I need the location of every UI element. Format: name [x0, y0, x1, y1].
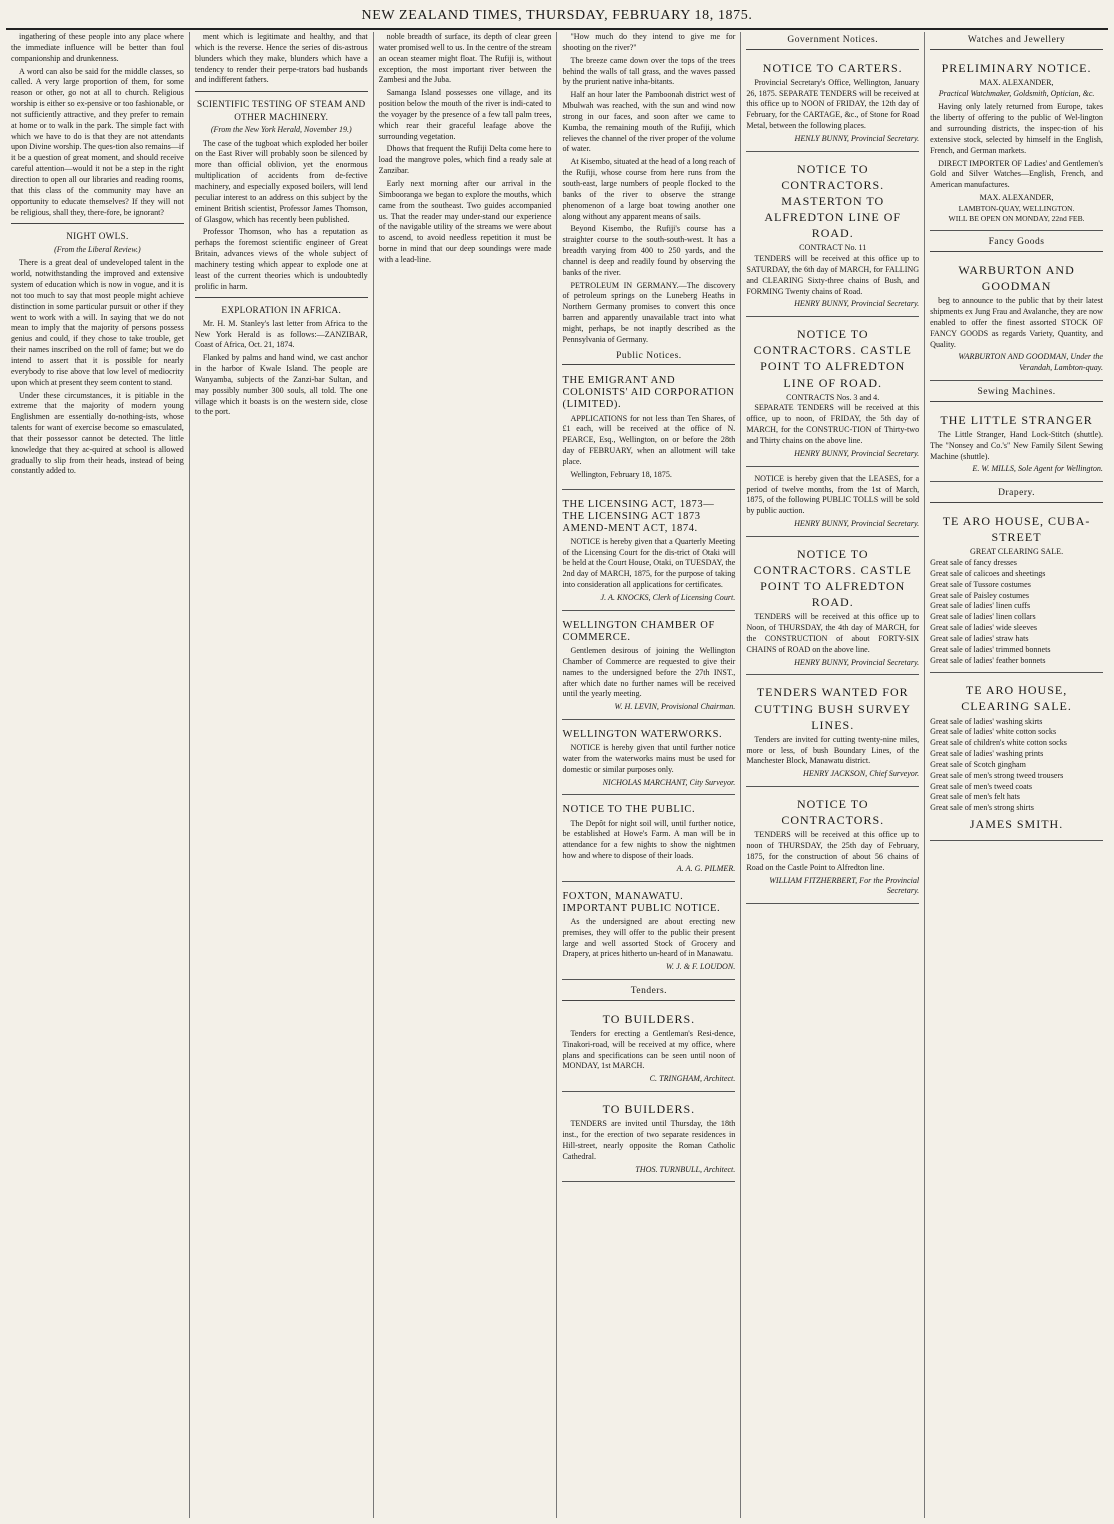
article-paragraph: ingathering of these people into any place where the immediate influence will be better than foul companionship and drunkenness.	[11, 32, 184, 63]
ad-signature: HENRY BUNNY, Provincial Secretary.	[794, 657, 920, 667]
list-item: Great sale of children's white cotton socks	[930, 738, 1067, 748]
article-paragraph: The breeze came down over the tops of the trees behind the walls of tall grass, and the waves passed by the prurient native inha-bitants.	[562, 55, 736, 87]
ad-body: TENDERS will be received at this office up to SATURDAY, the 6th day of MARCH, for FALLING and CLEARING Sixty-three chains of Bush, and FORMING Twenty chains of Road.	[746, 254, 920, 296]
list-item: Great sale of men's felt hats	[930, 792, 1020, 802]
ad-signature: WILLIAM FITZHERBERT, For the Provincial Secretary.	[769, 875, 920, 896]
list-item: Great sale of ladies' feather bonnets	[930, 655, 1046, 665]
list-item: Great sale of Paisley costumes	[930, 590, 1030, 600]
ad-body: NOTICE is hereby given that until further notice water from the waterworks mains must be used for domestic or similar purposes only.	[562, 743, 736, 774]
ad-body: TENDERS will be received at this office up to noon of THURSDAY, the 25th day of February, 1875, for the construction of about 56 chains of Road on the Castle Point to Alfredton line.	[746, 830, 920, 872]
ad-title: TE ARO HOUSE, CUBA-STREET	[942, 513, 1091, 545]
list-item: Great sale of calicoes and sheetings	[930, 568, 1046, 578]
ad-signature: W. J. & F. LOUDON.	[666, 962, 736, 972]
ad-title: NOTICE TO CARTERS.	[762, 60, 903, 75]
advertisement	[930, 54, 1103, 232]
list-item: Great sale of ladies' linen collars	[930, 612, 1036, 622]
article-paragraph: Dhows that frequent the Rufiji Delta come here to load the mangrove poles, which find a ready sale at Zanzibar.	[378, 144, 552, 176]
ad-subtitle: CONTRACTS Nos. 3 and 4.	[786, 392, 880, 402]
ad-title: FOXTON, MANAWATU. IMPORTANT PUBLIC NOTICE.	[562, 890, 721, 914]
article-paragraph: "How much do they intend to give me for shooting on the river?"	[562, 32, 736, 52]
section-header-tenders: Tenders.	[562, 983, 735, 1001]
ad-title: THE EMIGRANT AND COLONISTS' AID CORPORATION (LIMITED).	[562, 375, 735, 411]
advertisement	[562, 369, 735, 489]
article-paragraph: noble breadth of surface, its depth of clear green water promised well to us. In the centre of the stream an ocean steamer might float. The Rufiji is, without exception, the most important river between the Zambesi and the Juba.	[378, 32, 552, 85]
list-item: Great sale of ladies' washing prints	[930, 749, 1044, 759]
ad-body: The Little Stranger, Hand Lock-Stitch (shuttle). The "Nonsey and Co.'s" New Family Silent Sewing Machine (shuttle).	[930, 429, 1103, 461]
ad-signature: WARBURTON AND GOODMAN, Under the Verandah, Lambton-quay.	[958, 352, 1103, 373]
ad-signature: C. TRINGHAM, Architect.	[649, 1074, 736, 1084]
ad-title: TENDERS WANTED FOR CUTTING BUSH SURVEY LINES.	[754, 685, 912, 732]
list-item: Great sale of ladies' trimmed bonnets	[930, 644, 1051, 654]
ad-signature: W. H. LEVIN, Provisional Chairman.	[614, 702, 736, 712]
ad-body: The Depôt for night soil will, until further notice, be established at Howe's Farm. A man will be in attendance for a few nights to show the nightmen how and where to dispose of their loads.	[562, 818, 736, 861]
ad-body: NOTICE is hereby given that a Quarterly Meeting of the Licensing Court for the dis-trict of Otaki will be held at the Court House, Otaki, on TUESDAY, the 2nd day of MARCH, 1875, for the purpose of taking into consideration all applications for certificates.	[562, 536, 736, 590]
ad-title: NOTICE TO CONTRACTORS. CASTLE POINT TO ALFREDTON LINE OF ROAD.	[753, 327, 912, 390]
ad-signature: HENRY BUNNY, Provincial Secretary.	[794, 299, 920, 309]
ad-body: TENDERS are invited until Thursday, the 18th inst., for the erection of two separate residences in Hill-street, nearly opposite the Roman Catholic Cathedral.	[562, 1119, 736, 1161]
article-paragraph: Under these circumstances, it is pitiable in the extreme that the majority of modern young Englishmen are essentially do-nothing-ists, whose talents for want of exercise become so emasculated, that their possessor cannot be detected. The little knowledge that they ac-quired at school is allowed gradually to slip from their heads, instead of being constantly added to.	[11, 390, 184, 476]
ad-title: TO BUILDERS.	[602, 1102, 696, 1117]
ad-body: Tenders are invited for cutting twenty-nine miles, more or less, of bush Boundary Lines, of the Manchester Block, Manawatu district.	[746, 734, 920, 766]
sale-list	[930, 717, 1103, 815]
advertisement	[562, 1095, 735, 1182]
ad-body: NOTICE is hereby given that the LEASES, for a period of twelve months, from the 1st of March, 1875, of the following PUBLIC TOLLS will be sold by public auction.	[746, 473, 920, 516]
ad-body: DIRECT IMPORTER OF Ladies' and Gentlemen's Gold and Silver Watches—English, French, and American manufactures.	[930, 158, 1103, 190]
ad-name: MAX. ALEXANDER,	[979, 193, 1054, 203]
ad-title: WELLINGTON WATERWORKS.	[562, 729, 723, 741]
ad-signature: NICHOLAS MARCHANT, City Surveyor.	[602, 777, 736, 787]
section-header-watches: Watches and Jewellery	[930, 32, 1103, 50]
ad-body: Having only lately returned from Europe, takes the liberty of offering to the public of Wel-lington and surrounding districts, the inspec-tion of his extensive stock, selected by himself in the English, French, and German markets.	[930, 102, 1103, 155]
list-item: Great sale of ladies' white cotton socks	[930, 727, 1057, 737]
advertisement	[562, 493, 735, 611]
list-item: Great sale of ladies' wide sleeves	[930, 623, 1037, 633]
ad-title: NOTICE TO CONTRACTORS. CASTLE POINT TO ALFREDTON ROAD.	[753, 546, 912, 610]
ad-title: WARBURTON AND GOODMAN	[958, 263, 1075, 294]
ad-title: NOTICE TO CONTRACTORS.	[781, 797, 885, 828]
ad-body: TENDERS will be received at this office up to Noon, of THURSDAY, the 4th day of MARCH, for the CONSTRUCTION of about FORTY-SIX CHAINS of ROAD on the above line.	[746, 612, 920, 654]
ad-signature: A. A. G. PILMER.	[676, 863, 736, 873]
ad-title: PRELIMINARY NOTICE.	[941, 60, 1092, 75]
section-header-fancy-goods: Fancy Goods	[930, 234, 1103, 252]
column-3	[374, 32, 558, 1518]
ad-date: Wellington, February 18, 1875.	[570, 469, 672, 479]
advertisement	[562, 798, 735, 881]
section-header-sewing-machines: Sewing Machines.	[930, 384, 1103, 402]
ad-body: As the undersigned are about erecting new premises, they will offer to the public their present large and well assorted Stock of Grocery and Drapery, at prices hitherto un-heard of in Manawatu.	[562, 916, 736, 959]
ad-signature: E. W. MILLS, Sole Agent for Wellington.	[972, 464, 1103, 474]
column-6	[925, 32, 1108, 1518]
article-paragraph: Flanked by palms and hand wind, we cast anchor in the harbor of Kwale Island. The people are Wanyamba, subjects of the Zanzi-bar Sultan, and may possibly number 300 souls, all told. The one village which it boasts is on the western side, close to the port.	[194, 353, 368, 417]
ad-title: TO BUILDERS.	[602, 1011, 696, 1026]
article-headline: SCIENTIFIC TESTING OF STEAM AND OTHER MACHINERY.	[197, 99, 366, 122]
divider	[195, 91, 368, 92]
list-item: Great sale of men's strong shirts	[930, 803, 1034, 813]
column-2	[190, 32, 374, 1518]
advertisement	[562, 723, 735, 795]
advertisement	[930, 507, 1103, 673]
divider	[195, 297, 368, 298]
ad-signature: HENRY BUNNY, Provincial Secretary.	[794, 519, 920, 529]
list-item: Great sale of men's strong tweed trousers	[930, 770, 1064, 780]
article-paragraph: Beyond Kisembo, the Rufiji's course has a straighter course to the south-south-west. It has a breadth varying from 400 to 250 yards, and the channel is deep and readily found by observing the banks of the river.	[562, 224, 736, 277]
ad-subtitle: CONTRACT No. 11	[799, 243, 867, 253]
article-paragraph: Half an hour later the Pamboonah district west of Mbulwah was reached, with the sun and wind now strong in our faces, and soon after we came to Kumba, the remaining mouth of the Rufiji, which relieves the channel of the river proper of the volume of water.	[562, 90, 736, 154]
article-paragraph: The case of the tugboat which exploded her boiler on the East River will probably soon be silenced by more than official oblivion, yet the enormous multiplication of accidents from de-fective machinery, and especially exposed boilers, will lend peculiar interest to an address on this subject by the eminent British scientist, Professor James Thomson, of Glasgow, which has recently been published.	[194, 138, 368, 224]
ad-signature: HENRY JACKSON, Chief Surveyor.	[803, 769, 920, 779]
ad-title: NOTICE TO CONTRACTORS. MASTERTON TO ALFREDTON LINE OF ROAD.	[764, 161, 902, 241]
section-header-government-notices: Government Notices.	[746, 32, 919, 50]
ad-body: Provincial Secretary's Office, Wellington, January 26, 1875. SEPARATE TENDERS will be received at this office up to NOON of FRIDAY, the 12th day of February, for the CARTAGE, &c., of Stone for Road Metal, between the following places.	[746, 77, 920, 131]
column-5	[741, 32, 925, 1518]
masthead: NEW ZEALAND TIMES, THURSDAY, FEBRUARY 18, 1875.	[6, 8, 1108, 30]
ad-closing: WILL BE OPEN ON MONDAY, 22nd FEB.	[948, 214, 1085, 224]
ad-subtitle: GREAT CLEARING SALE.	[969, 547, 1064, 557]
advertisement	[562, 885, 735, 980]
ad-title: THE LITTLE STRANGER	[940, 412, 1093, 427]
ad-title: TE ARO HOUSE, CLEARING SALE.	[961, 683, 1072, 714]
list-item: Great sale of Scotch gingham	[930, 759, 1026, 769]
column-4	[557, 32, 741, 1518]
advertisement	[746, 678, 919, 787]
advertisement	[562, 614, 735, 720]
article-source: (From the New York Herald, November 19.)	[210, 124, 352, 134]
ad-signature: J. A. KNOCKS, Clerk of Licensing Court.	[600, 593, 736, 602]
section-header-drapery: Drapery.	[930, 485, 1103, 503]
advertisement	[930, 406, 1103, 482]
article-paragraph: PETROLEUM IN GERMANY.—The discovery of petroleum springs on the Luneberg Heaths in Northern Germany promises to convert this once barren and apparently unavailable tract into what might, perhaps, be not inaptly described as the Pennsylvania of Germany.	[562, 280, 736, 344]
advertisement	[746, 155, 919, 317]
advertisement	[930, 676, 1103, 841]
ad-address: LAMBTON-QUAY, WELLINGTON.	[958, 203, 1075, 213]
article-headline: EXPLORATION IN AFRICA.	[221, 305, 342, 316]
ad-body: APPLICATIONS for not less than Ten Shares, of £1 each, will be received at the office of N. PEARCE, Esq., Wellington, on or before the 28th day of FEBRUARY, when an allotment will take place.	[562, 413, 736, 466]
list-item: Great sale of men's tweed coats	[930, 781, 1033, 791]
list-item: Great sale of Tussore costumes	[930, 579, 1031, 589]
article-paragraph: At Kisembo, situated at the head of a long reach of the Rufiji, whose course from here runs from the south-east, large numbers of people flocked to the banks of the river to observe the strange phenomenon of a large boat towing another one along without any apparent means of sails.	[562, 157, 736, 221]
column-1	[6, 32, 190, 1518]
article-paragraph: Mr. H. M. Stanley's last letter from Africa to the New York Herald is as follows:—ZANZIBAR, Coast of Africa, Oct. 21, 1874.	[194, 318, 368, 350]
list-item: Great sale of ladies' straw hats	[930, 633, 1029, 643]
list-item: Great sale of fancy dresses	[930, 557, 1017, 567]
article-paragraph: Professor Thomson, who has a reputation as perhaps the foremost scientific engineer of Great Britain, advances views of the whole subject of machinery testing which appear to explode one at least of the current theories which is undoubtedly prolific in harm.	[194, 227, 368, 291]
advertisement	[930, 256, 1103, 381]
article-source: (From the Liberal Review.)	[54, 244, 141, 254]
divider	[11, 223, 184, 224]
article-paragraph: Early next morning after our arrival in the Simbooranga we began to explore the mouths, which came from the southeast. Two guides accompanied us. That the reader may under-stand our experience of the navigable utility of the streams we were about to ascend, to avoid needless repetition it must be borne in mind that our deep soundings were made with a lead-line.	[378, 178, 552, 264]
list-item: Great sale of ladies' linen cuffs	[930, 601, 1031, 611]
article-paragraph: Samanga Island possesses one village, and its position below the mouth of the river is indi-cated to the voyager by the presence of a few tall palm trees, which rear their graceful leafage above the surrounding vegetation.	[378, 88, 552, 141]
advertisement	[746, 540, 919, 676]
ad-body: Tenders for erecting a Gentleman's Resi-dence, Tinakori-road, will be received at my office, where plans and specifications can be seen until noon of MONDAY, 1st MARCH.	[562, 1028, 736, 1071]
list-item: Great sale of ladies' washing skirts	[930, 716, 1043, 726]
ad-signature: THOS. TURNBULL, Architect.	[635, 1164, 736, 1174]
ad-title: THE LICENSING ACT, 1873—THE LICENSING ACT 1873 AMEND-MENT ACT, 1874.	[562, 498, 715, 534]
article-paragraph: ment which is legitimate and healthy, and that which is the reverse. Hence the series of dis-astrous blunders which they make, blunders which have a tendency to render their perpe-trators bad husbands and indifferent fathers.	[194, 32, 368, 85]
section-header-public-notices: Public Notices.	[562, 348, 735, 366]
advertisement	[746, 470, 919, 537]
advertisement	[562, 1005, 735, 1092]
ad-title: WELLINGTON CHAMBER OF COMMERCE.	[562, 619, 715, 643]
advertisement	[746, 790, 919, 904]
article-paragraph: A word can also be said for the middle classes, so called. A very large proportion of them, for some reason or other, go not at all to church. Religious worship is either so ex-pensive or too fashionable, or not sufficiently attractive, and they prefer to remain at home or to walk in the park. The simple fact with which we have to do is that they are not attendants upon Divine worship. The ques-tion also remains—if it be a question of great moment, and should receive careful attention—would it not be a step in the right direction to open all our libraries and reading rooms, that this class of the community may have an opportunity to educate themselves? If they will not be religious, shall they, there-fore, be ignorant?	[11, 66, 184, 217]
ad-title: NOTICE TO THE PUBLIC.	[562, 804, 696, 816]
sale-list	[930, 558, 1103, 666]
ad-signature: HENRY BUNNY, Provincial Secretary.	[794, 448, 920, 458]
ad-name: MAX. ALEXANDER,	[979, 77, 1054, 87]
article-headline: NIGHT OWLS.	[66, 231, 129, 242]
advertisement	[746, 54, 919, 152]
ad-body: beg to announce to the public that by their latest shipments ex Jung Frau and Avalanche, they are now enabled to offer the finest assorted STOCK OF FANCY GOODS as regards Variety, Quantity, and Quality.	[930, 296, 1103, 349]
ad-subtitle: Practical Watchmaker, Goldsmith, Optician, &c.	[938, 88, 1095, 98]
advertisement	[746, 320, 919, 466]
ad-signature: HENLY BUNNY, Provincial Secretary.	[794, 134, 920, 144]
ad-body: SEPARATE TENDERS will be received at this office, up to noon, of FRIDAY, the 5th day of MARCH, for the CONSTRUC-TION of Thirty-two and Thirty chains on the above line.	[746, 403, 920, 445]
columns	[6, 32, 1108, 1518]
ad-signature: JAMES SMITH.	[969, 817, 1064, 832]
ad-body: Gentlemen desirous of joining the Wellington Chamber of Commerce are requested to give their names to the undersigned before the 27th INST., after which date no further names will be received until the yearly meeting.	[562, 645, 736, 699]
article-paragraph: There is a great deal of undeveloped talent in the world, notwithstanding the improved and extensive system of education which is now in vogue, and it is not too much to say that most people might achieve distinction in some particular pursuit or other if they went to work with a will. In saying that we do not mean to imply that the majority of persons possess genius and could, if they chose to take trouble, get their names inscribed on the roll of fame; but we do intend to assert that it is possible for nearly everybody to rise above that low level of mediocrity upon which at present they seem content to stand.	[11, 258, 184, 387]
